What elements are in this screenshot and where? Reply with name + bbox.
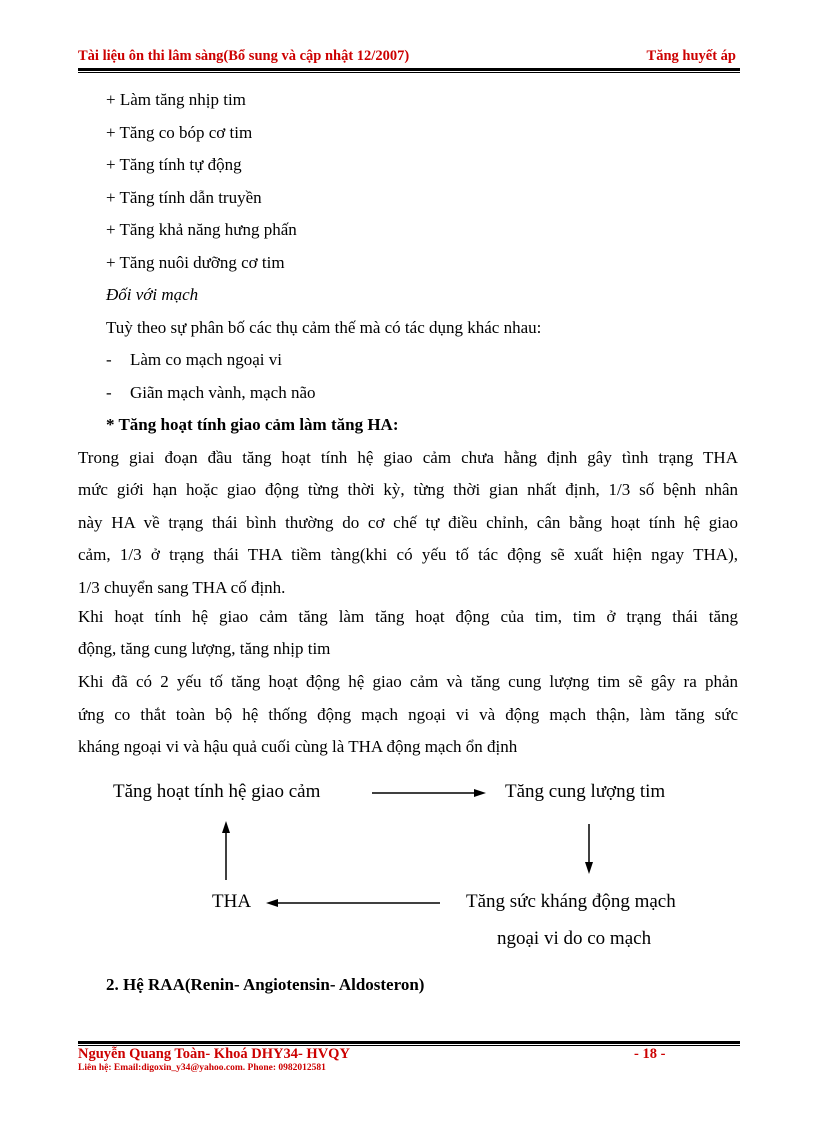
section-heading: * Tăng hoạt tính giao cảm làm tăng HA: [106,415,399,434]
diagram-node-resistance-line1: Tăng sức kháng động mạch [466,891,676,912]
para2-line-2: động, tăng cung lượng, tăng nhịp tim [78,639,331,658]
para1-line-1: Trong giai đoạn đầu tăng hoạt tính hệ giao cảm chưa hằng định gây tình trạng THA [78,448,738,467]
heart-item-5: + Tăng khả năng hưng phấn [106,220,297,239]
arrow-down [585,824,593,874]
header-document-title: Tài liệu ôn thi lâm sàng(Bổ sung và cập nhật 12/2007) [78,48,410,64]
heart-item-4: + Tăng tính dẫn truyền [106,188,262,207]
vessel-item-2-marker: - [106,383,112,402]
vessel-item-1-marker: - [106,350,112,369]
para1-line-3: này HA về trạng thái bình thường do cơ chế tự điều chỉnh, cân bằng hoạt tính hệ giao [78,513,738,532]
para2-line-1: Khi hoạt tính hệ giao cảm tăng làm tăng hoạt động của tim, tim ở trạng thái tăng [78,607,738,626]
para1-line-5: 1/3 chuyển sang THA cố định. [78,578,286,597]
diagram-node-resistance-line2: ngoại vi do co mạch [497,928,652,949]
vessel-intro: Tuỳ theo sự phân bố các thụ cảm thế mà có tác dụng khác nhau: [106,318,542,337]
heart-item-3: + Tăng tính tự động [106,155,242,174]
arrow-up [222,821,230,880]
para3-line-2: ứng co thắt toàn bộ hệ thống động mạch ngoại vi và động mạch thận, làm tăng sức [78,705,738,724]
arrow-right [372,789,486,797]
diagram-node-sympathetic: Tăng hoạt tính hệ giao cảm [113,781,321,802]
arrow-left [266,899,440,907]
para1-line-4: cảm, 1/3 ở trạng thái THA tiềm tàng(khi có yếu tố tác động sẽ xuất hiện ngay THA), [78,545,738,564]
vessel-item-1: Làm co mạch ngoại vi [130,350,283,369]
heart-item-6: + Tăng nuôi dưỡng cơ tim [106,253,285,272]
footer-author: Nguyễn Quang Toàn- Khoá DHY34- HVQY [78,1046,350,1062]
para3-line-1: Khi đã có 2 yếu tố tăng hoạt động hệ giao cảm và tăng cung lượng tim sẽ gây ra phản [78,672,738,691]
footer-rule [78,1041,740,1044]
footer-page-number: - 18 - [634,1046,666,1062]
next-section-heading: 2. Hệ RAA(Renin- Angiotensin- Aldosteron) [106,975,425,994]
diagram-node-tha: THA [212,891,252,912]
diagram-node-cardiac-output: Tăng cung lượng tim [505,781,666,802]
para1-line-2: mức giới hạn hoặc giao động từng thời kỳ, từng thời gian nhất định, 1/3 số bệnh nhân [78,480,738,499]
heart-item-1: + Làm tăng nhịp tim [106,90,246,109]
heart-item-2: + Tăng co bóp cơ tim [106,123,253,142]
header-topic: Tăng huyết áp [646,48,736,64]
vessel-heading: Đối với mạch [106,285,199,304]
footer-contact: Liên hệ: Email:digoxin_y34@yahoo.com. Phone: 0982012581 [78,1063,326,1073]
para3-line-3: kháng ngoại vi và hậu quả cuối cùng là THA động mạch ổn định [78,737,518,756]
vessel-item-2: Giãn mạch vành, mạch não [130,383,316,402]
